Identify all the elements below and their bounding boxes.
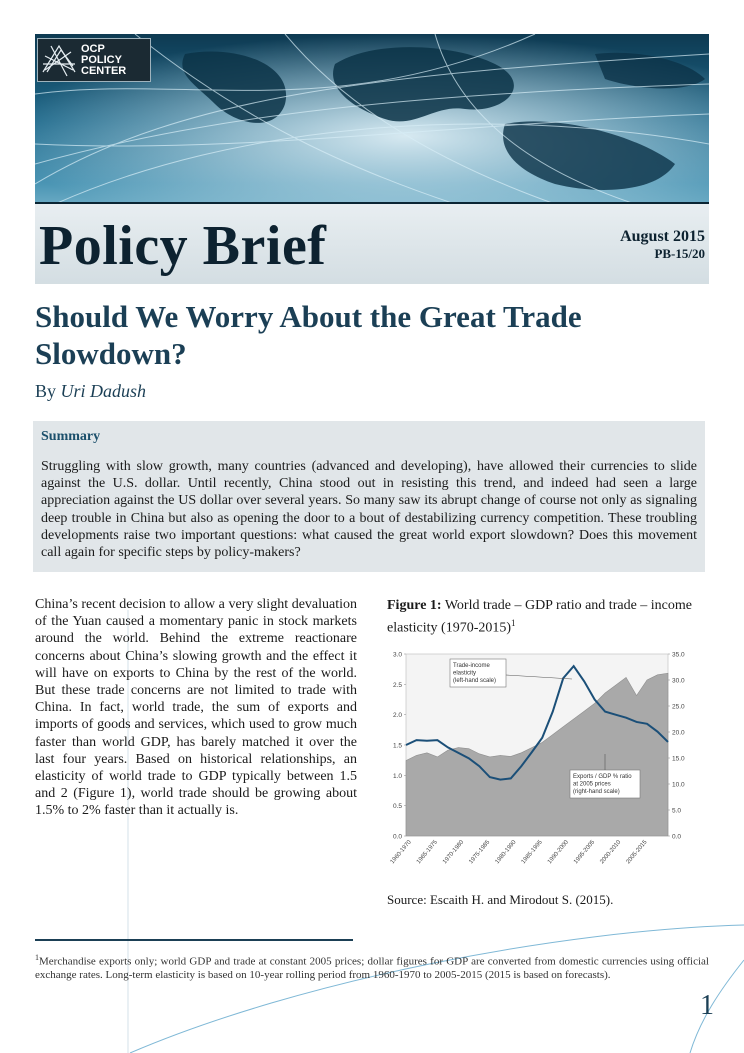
elasticity-annotation-text: (left-hand scale) — [453, 678, 497, 684]
right-axis-tick-label: 25.0 — [672, 703, 685, 711]
exports-annotation-text: at 2005 prices — [573, 781, 611, 788]
article-title: Should We Worry About the Great Trade Slowdown? — [35, 299, 582, 371]
x-axis-category-label: 1960-1970 — [389, 839, 413, 866]
logo-line-2: POLICY — [81, 53, 122, 66]
series-title: Policy Brief — [39, 215, 327, 277]
elasticity-annotation-text: elasticity — [453, 670, 477, 677]
figure-caption-text: World trade – GDP ratio and trade – income elasticity (1970-2015) — [387, 598, 692, 636]
issue-date: August 2015 — [620, 228, 705, 245]
left-axis-tick-label: 1.0 — [392, 772, 402, 780]
right-axis-tick-label: 10.0 — [672, 781, 685, 789]
logo-line-3: CENTER — [81, 64, 127, 77]
elasticity-annotation-text: Trade-income — [453, 663, 490, 669]
footnote — [35, 951, 709, 983]
right-axis-tick-label: 0.0 — [672, 833, 682, 841]
x-axis-category-label: 1970-1980 — [442, 839, 466, 866]
right-axis-tick-label: 30.0 — [672, 677, 685, 685]
figure-source: Source: Escaith H. and Mirodout S. (2015). — [387, 892, 614, 907]
summary-heading: Summary — [41, 429, 101, 444]
figure-caption — [387, 597, 707, 637]
x-axis-category-label: 1965-1975 — [415, 839, 439, 866]
figure-label: Figure 1: — [387, 598, 442, 613]
x-axis-category-label: 1990-2000 — [546, 839, 570, 866]
x-axis-category-label: 1980-1990 — [494, 839, 518, 866]
footnote-marker: 1 — [35, 953, 39, 962]
footnote-divider — [35, 939, 353, 941]
right-axis-tick-label: 20.0 — [672, 729, 685, 737]
right-axis-tick-label: 35.0 — [672, 651, 685, 659]
byline — [35, 381, 146, 402]
left-axis-tick-label: 1.5 — [392, 742, 402, 750]
x-axis-category-label: 2000-2010 — [599, 839, 623, 866]
figure-footnote-marker: 1 — [511, 617, 516, 628]
right-axis-tick-label: 5.0 — [672, 807, 682, 815]
header-banner — [35, 34, 709, 284]
byline-prefix: By — [35, 381, 57, 401]
left-axis-tick-label: 3.0 — [392, 651, 402, 659]
x-axis-category-label: 1985-1995 — [520, 839, 544, 866]
ocp-logo — [37, 38, 151, 82]
issue-number: PB-15/20 — [654, 246, 705, 261]
summary-text: Struggling with slow growth, many countries (advanced and developing), have allowed their currencies to slide against the U.S. dollar. Until recently, China stood out in resisting this trend, and indeed had seen a large appreciation against the US dollar over several years. So many saw its abrupt change of course not only as signaling deep trouble in China but also as opening the door to a bout of destabilizing currency competition. These troubling developments raise two important questions: what caused the great world export slowdown? Does this movement call again for specific steps by policy-makers? — [41, 459, 697, 561]
x-axis-category-label: 2005-2015 — [625, 839, 649, 866]
exports-annotation-text: Exports / GDP % ratio — [573, 774, 632, 780]
left-axis-tick-label: 0.5 — [392, 803, 402, 811]
left-axis-tick-label: 2.5 — [392, 681, 402, 689]
author-name: Uri Dadush — [60, 381, 147, 401]
exports-annotation-text: (right-hand scale) — [573, 789, 620, 795]
right-axis-tick-label: 15.0 — [672, 755, 685, 763]
left-axis-tick-label: 2.0 — [392, 712, 402, 720]
summary-box — [33, 421, 705, 572]
logo-line-1: OCP — [81, 42, 105, 55]
left-axis-tick-label: 0.0 — [392, 833, 402, 841]
x-axis-category-label: 1995-2005 — [573, 839, 597, 866]
x-axis-category-label: 1975-1985 — [468, 839, 492, 866]
page-number: 1 — [700, 990, 714, 1021]
logo-text — [81, 44, 126, 77]
footnote-text: Merchandise exports only; world GDP and trade at constant 2005 prices; dollar figures for GDP are converted from domestic currencies using official exchange rates. Long-term elasticity is based on 10-year rolling period from 1960-1970 to 2005-2015 (2015 is based on forecasts). — [35, 955, 709, 982]
logo-mesh-icon — [41, 42, 77, 78]
trade-gdp-chart — [382, 642, 708, 876]
body-paragraph: China’s recent decision to allow a very slight devaluation of the Yuan caused a momentary panic in stock markets around the world. Behind the extreme reactionare concerns about China’s slowing growth and the effect it will have on exports to China by the rest of the world. But these trade concerns are not limited to trade with China. In fact, world trade, the sum of exports and imports of goods and services, which used to grow much faster than world GDP, has barely matched it over the last four years. Based on historical relationships, an elasticity of world trade to GDP typically between 1.5 and 2 (Figure 1), world trade should be growing about 1.5% to 2% faster than it actually is. — [35, 597, 357, 819]
